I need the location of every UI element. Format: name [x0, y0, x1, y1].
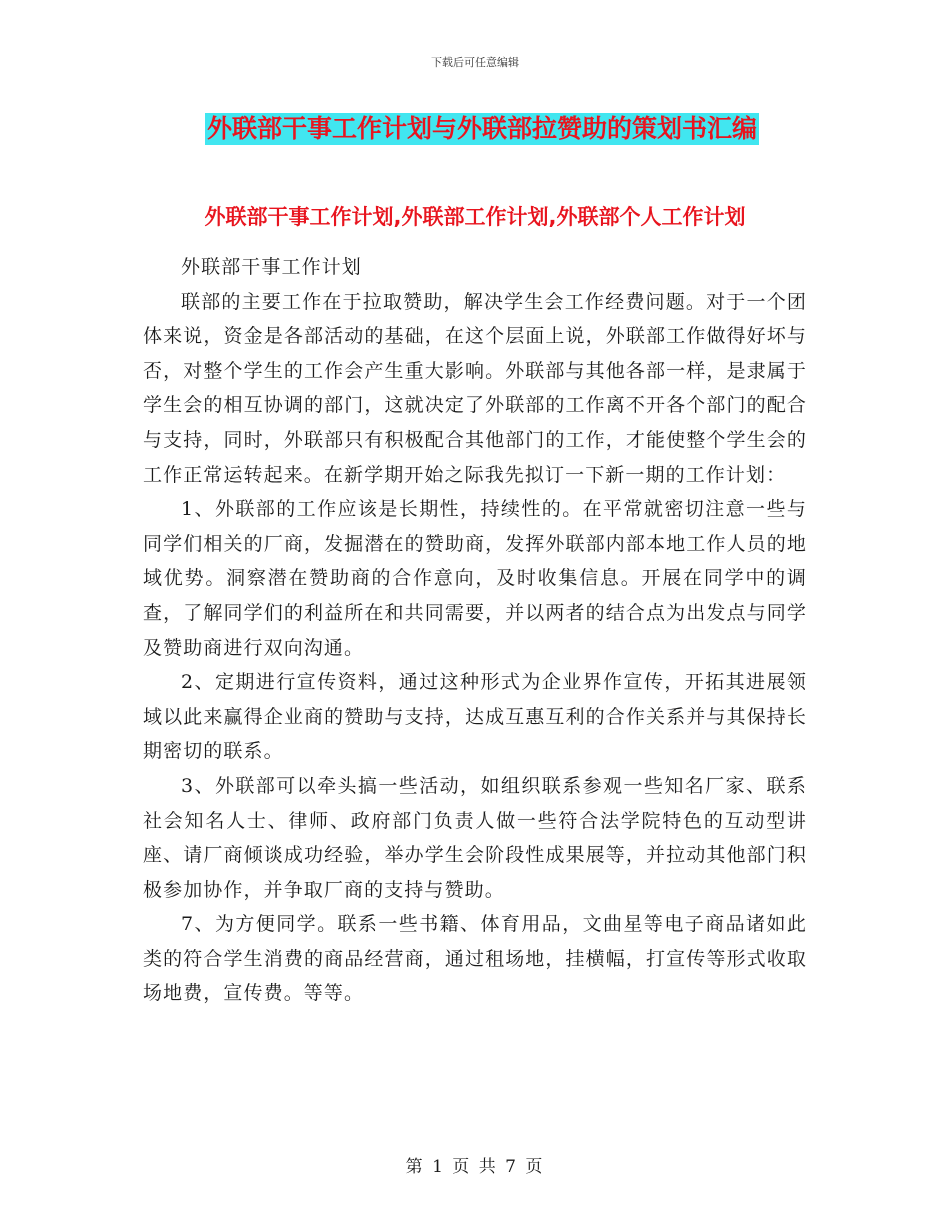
document-body [143, 250, 807, 1011]
sub-title: 外联部干事工作计划,外联部工作计划,外联部个人工作计划 [204, 205, 746, 229]
section-heading: 外联部干事工作计划 [181, 256, 362, 278]
body-paragraph: 7、为方便同学。联系一些书籍、体育用品，文曲星等电子商品诸如此类的符合学生消费的商品经营商，通过租场地，挂横幅，打宣传等形式收取场地费，宣传费。等等。 [143, 913, 807, 1005]
page-header-note: 下载后可任意编辑 [431, 56, 519, 69]
main-title: 外联部干事工作计划与外联部拉赞助的策划书汇编 [207, 114, 758, 143]
body-paragraph: 2、定期进行宣传资料，通过这种形式为企业界作宣传，开拓其进展领域以此来赢得企业商的赞助与支持，达成互惠互利的合作关系并与其保持长期密切的联系。 [143, 671, 807, 763]
page-number-footer: 第 1 页 共 7 页 [405, 1157, 545, 1177]
body-paragraph: 3、外联部可以牵头搞一些活动，如组织联系参观一些知名厂家、联系社会知名人士、律师、政府部门负责人做一些符合法学院特色的互动型讲座、请厂商倾谈成功经验，举办学生会阶段性成果展等，并拉动其他部门积极参加协作，并争取厂商的支持与赞助。 [143, 774, 807, 901]
main-title-container [205, 112, 795, 146]
body-paragraph: 1、外联部的工作应该是长期性，持续性的。在平常就密切注意一些与同学们相关的厂商，发掘潜在的赞助商，发挥外联部内部本地工作人员的地域优势。洞察潜在赞助商的合作意向，及时收集信息。开展在同学中的调查，了解同学们的利益所在和共同需要，并以两者的结合点为出发点与同学及赞助商进行双向沟通。 [143, 498, 807, 659]
body-paragraph: 联部的主要工作在于拉取赞助，解决学生会工作经费问题。对于一个团体来说，资金是各部活动的基础，在这个层面上说，外联部工作做得好坏与否，对整个学生的工作会产生重大影响。外联部与其他各部一样，是隶属于学生会的相互协调的部门，这就决定了外联部的工作离不开各个部门的配合与支持，同时，外联部只有积极配合其他部门的工作，才能使整个学生会的工作正常运转起来。在新学期开始之际我先拟订一下新一期的工作计划： [143, 290, 807, 486]
